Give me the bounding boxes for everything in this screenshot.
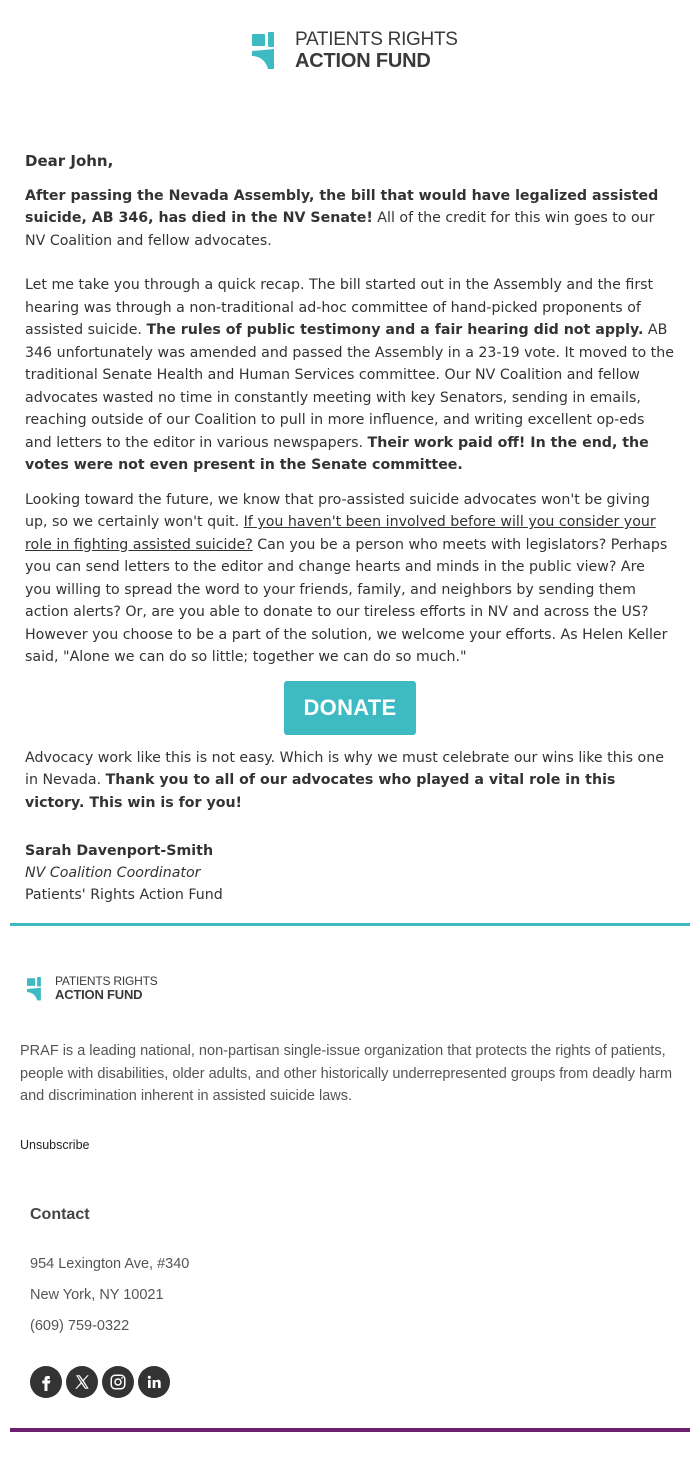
social-links: [30, 1366, 170, 1398]
signature-title: NV Coalition Coordinator: [25, 865, 201, 881]
instagram-icon[interactable]: [102, 1366, 134, 1398]
p1-rest: All of the credit for this win goes to our NV Coalition and fellow advocates.: [25, 210, 655, 249]
about-text: PRAF is a leading national, non-partisan single-issue organization that protects the rights of patients, people with disabilities, older adults, and other historically underrepresented groups from deadly harm and discrimination inherent in assisted suicide laws.: [20, 1043, 673, 1104]
paragraph-4: [25, 747, 675, 815]
footer-logo-line2: ACTION FUND: [55, 987, 143, 1002]
contact-heading: Contact: [30, 1206, 90, 1223]
address-line1: 954 Lexington Ave, #340: [30, 1256, 190, 1272]
phone-number: (609) 759-0322: [30, 1318, 130, 1334]
linkedin-icon[interactable]: [138, 1366, 170, 1398]
divider-teal: [10, 923, 690, 926]
greeting: Dear John,: [25, 152, 114, 170]
p3-c: Can you be a person who meets with legislators? Perhaps you can send letters to the editor and change hearts and minds in the public view? Are you willing to spread the word to your friends, family, and neighbors by sending them action alerts? Or, are you able to donate to our tireless efforts in NV and across the US? However you choose to be a part of the solution, we welcome your efforts. As Helen Keller said, "Alone we can do so little; together we can do so much.": [25, 536, 668, 665]
header-logo[interactable]: [252, 29, 458, 74]
p2-a: Let me take you through a quick recap. The bill started out in the Assembly and the first hearing was through a non-traditional ad-hoc committee of hand-picked proponents of assisted suicide.: [25, 277, 654, 338]
p4-b: Thank you to all of our advocates who played a vital role in this victory. This win is for you!: [25, 772, 616, 811]
p1-bold: After passing the Nevada Assembly, the bill that would have legalized assisted suicide, AB 346, has died in the NV Senate!: [25, 187, 659, 226]
p2-c: AB 346 unfortunately was amended and passed the Assembly in a 23-19 vote. It moved to the traditional Senate Health and Human Services committee. Our NV Coalition and fellow advocates wasted no time in constantly meeting with key Senators, sending in emails, reaching outside of our Coalition to pull in more influence, and writing excellent op-eds and letters to the editor in various newspapers.: [25, 322, 674, 451]
p3-underline: If you haven't been involved before will you consider your role in fighting assisted suicide?: [25, 514, 656, 553]
p3-a: Looking toward the future, we know that pro-assisted suicide advocates won't be giving up, so we certainly won't quit.: [25, 491, 650, 530]
unsubscribe-link[interactable]: Unsubscribe: [20, 1138, 90, 1152]
x-icon[interactable]: [66, 1366, 98, 1398]
logo-line1: PATIENTS RIGHTS: [295, 29, 458, 50]
paragraph-2: [25, 274, 675, 477]
signature-org: Patients' Rights Action Fund: [25, 887, 223, 903]
p4-a: Advocacy work like this is not easy. Which is why we must celebrate our wins like this one in Nevada.: [25, 749, 664, 788]
logo-mark-icon: [27, 976, 51, 1002]
letter-body: [25, 150, 675, 906]
signature-name: Sarah Davenport-Smith: [25, 843, 214, 859]
signature: [25, 840, 675, 906]
paragraph-1: [25, 185, 675, 253]
address-line2: New York, NY 10021: [30, 1287, 164, 1303]
paragraph-3: [25, 489, 675, 669]
p2-b: The rules of public testimony and a fair hearing did not apply.: [146, 322, 644, 338]
donate-button[interactable]: DONATE: [284, 681, 416, 735]
logo-line2: ACTION FUND: [295, 50, 431, 72]
p2-d: Their work paid off! In the end, the votes were not even present in the Senate committee.: [25, 434, 649, 473]
footer-logo-line1: PATIENTS RIGHTS: [55, 974, 158, 988]
footer-logo[interactable]: [27, 975, 177, 1005]
facebook-icon[interactable]: [30, 1366, 62, 1398]
logo-mark-icon: [252, 32, 290, 70]
divider-purple: [10, 1428, 690, 1432]
